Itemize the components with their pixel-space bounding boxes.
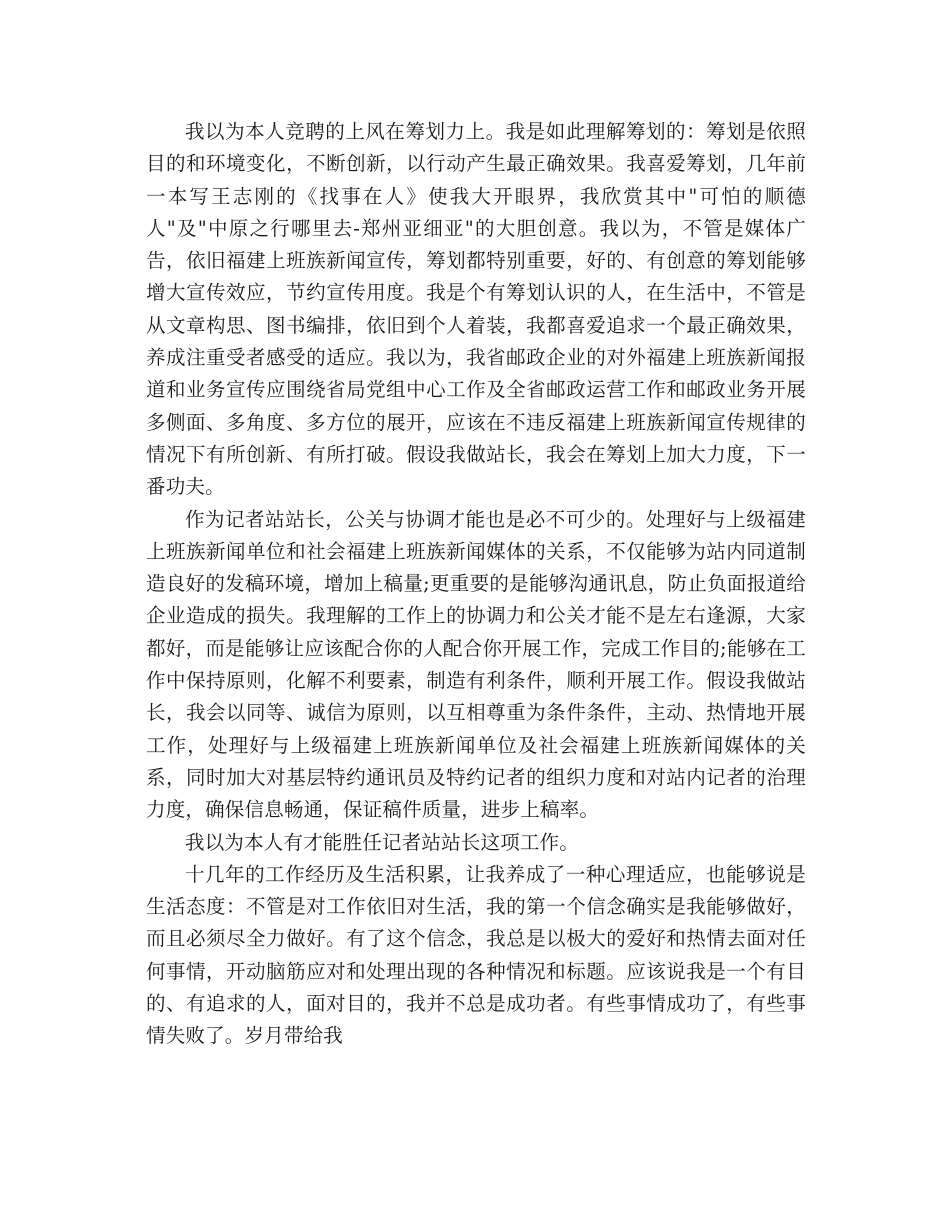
paragraph-planning: 我以为本人竞聘的上风在筹划力上。我是如此理解筹划的：筹划是依照目的和环境变化，不断创新，以行动产生最正确效果。我喜爱筹划，几年前一本写王志刚的《找事在人》使我大开眼界，我欣赏其中"可怕的顺德人"及"中原之行哪里去-郑州亚细亚"的大胆创意。我以为，不管是媒体广告，依旧福建上班族新闻宣传，筹划都特别重要，好的、有创意的筹划能够增大宣传效应，节约宣传用度。我是个有筹划认识的人，在生活中，不管是从文章构思、图书编排，依旧到个人着装，我都喜爱追求一个最正确效果，养成注重受者感受的适应。我以为，我省邮政企业的对外福建上班族新闻报道和业务宣传应围绕省局党组中心工作及全省邮政运营工作和邮政业务开展多侧面、多角度、多方位的展开，应该在不违反福建上班族新闻宣传规律的情况下有所创新、有所打破。假设我做站长，我会在筹划上加大力度，下一番功夫。 xyxy=(146,120,806,499)
document-body xyxy=(146,116,806,1053)
paragraph-experience: 十几年的工作经历及生活积累，让我养成了一种心理适应，也能够说是生活态度：不管是对工作依旧对生活，我的第一个信念确实是我能够做好，而且必须尽全力做好。有了这个信念，我总是以极大的爱好和热情去面对任何事情，开动脑筋应对和处理出现的各种情况和标题。应该说我是一个有目的、有追求的人，面对目的，我并不总是成功者。有些事情成功了，有些事情失败了。岁月带给我 xyxy=(146,862,806,1048)
paragraph-competence: 我以为本人有才能胜任记者站站长这项工作。 xyxy=(185,830,580,854)
paragraph-coordination: 作为记者站站长，公关与协调才能也是必不可少的。处理好与上级福建上班族新闻单位和社会福建上班族新闻媒体的关系，不仅能够为站内同道制造良好的发稿环境，增加上稿量;更重要的是能够沟通讯息，防止负面报道给企业造成的损失。我理解的工作上的协调力和公关才能不是左右逢源，大家都好，而是能够让应该配合你的人配合你开展工作，完成工作目的;能够在工作中保持原则，化解不利要素，制造有利条件，顺利开展工作。假设我做站长，我会以同等、诚信为原则，以互相尊重为条件条件，主动、热情地开展工作，处理好与上级福建上班族新闻单位及社会福建上班族新闻媒体的关系，同时加大对基层特约通讯员及特约记者的组织力度和对站内记者的治理力度，确保信息畅通，保证稿件质量，进步上稿率。 xyxy=(146,507,806,822)
